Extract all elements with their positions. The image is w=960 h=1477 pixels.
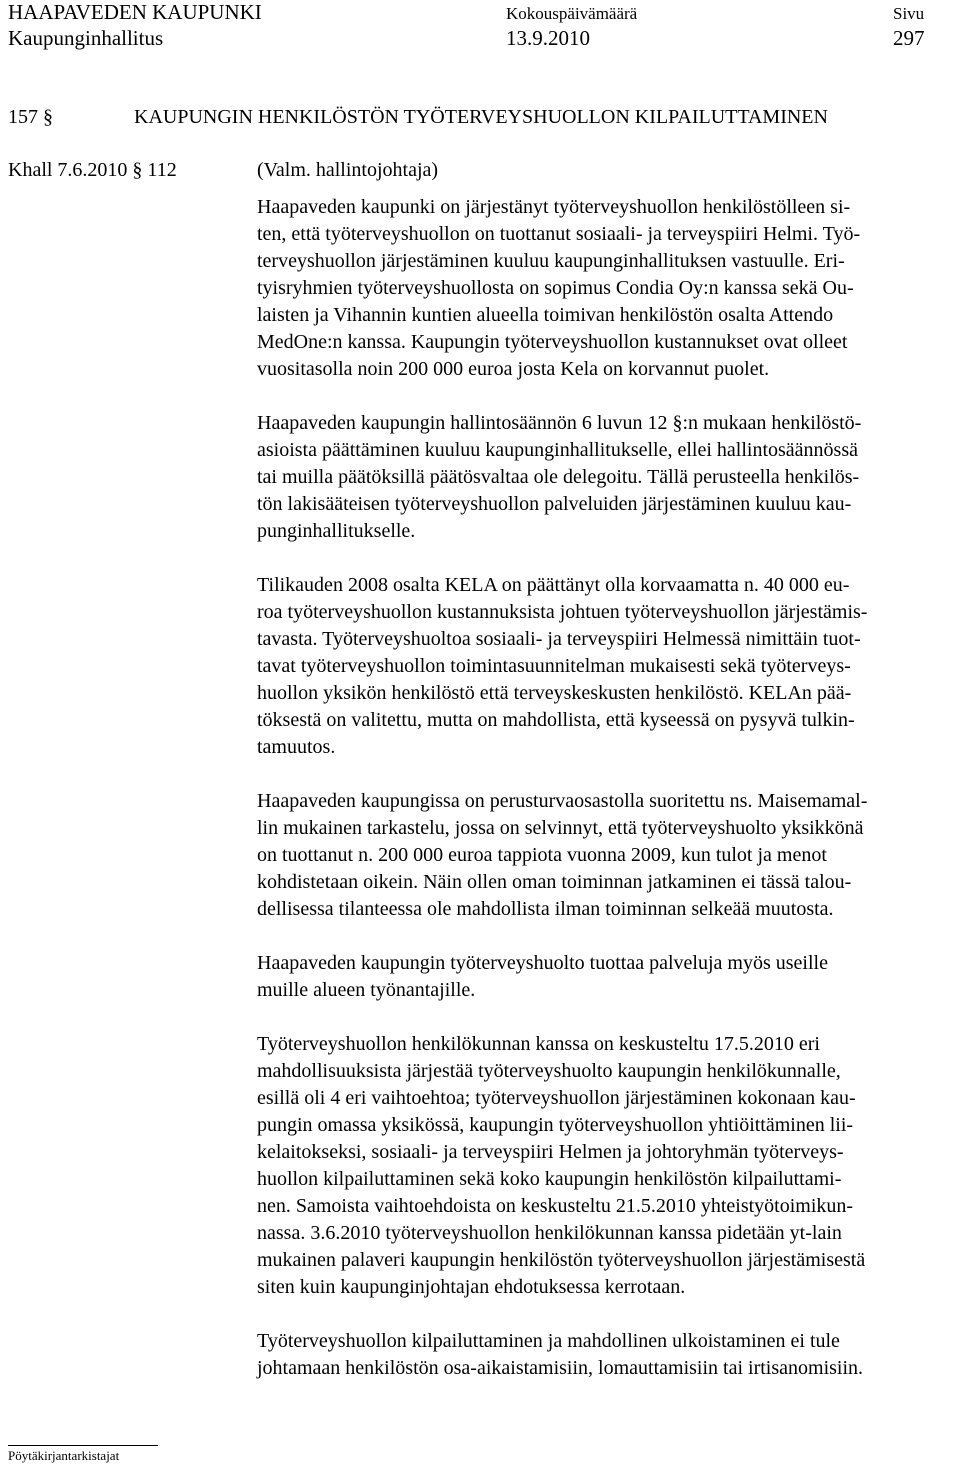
paragraph-line: ten, että työterveyshuollon on tuottanut sosiaali- ja terveyspiiri Helmi. Työ-	[257, 223, 861, 245]
previous-handling-ref: Khall 7.6.2010 § 112	[8, 159, 177, 181]
item-title: KAUPUNGIN HENKILÖSTÖN TYÖTERVEYSHUOLLON KILPAILUTTAMINEN	[134, 106, 828, 128]
paragraph-line: vuositasolla noin 200 000 euroa josta Kela on korvannut puolet.	[257, 358, 770, 380]
paragraph-line: siten kuin kaupunginjohtajan ehdotuksessa kerrotaan.	[257, 1276, 686, 1298]
paragraph-line: lin mukainen tarkastelu, jossa on selvinnyt, että työterveyshuolto yksikkönä	[257, 817, 864, 839]
paragraph-line: MedOne:n kanssa. Kaupungin työterveyshuollon kustannukset ovat olleet	[257, 331, 848, 353]
paragraph-line: pungin omassa yksikössä, kaupungin työterveyshuollon yhtiöittäminen lii-	[257, 1114, 854, 1136]
paragraph	[257, 572, 952, 761]
paragraph-line: tön lakisääteisen työterveyshuollon palveluiden järjestäminen kuuluu kau-	[257, 493, 852, 515]
paragraph-line: dellisessa tilanteessa ole mahdollista ilman toiminnan selkeää muutosta.	[257, 898, 834, 920]
paragraph-line: punginhallitukselle.	[257, 520, 416, 542]
paragraph	[257, 1328, 952, 1382]
paragraph-line: johtamaan henkilöstön osa-aikaistamisiin, lomauttamisiin tai irtisanomisiin.	[257, 1357, 864, 1379]
page-number: 297	[893, 26, 925, 50]
paragraph-line: Työterveyshuollon henkilökunnan kanssa on keskusteltu 17.5.2010 eri	[257, 1033, 820, 1055]
paragraph	[257, 410, 952, 545]
paragraph-line: asioista päättäminen kuuluu kaupunginhallitukselle, ellei hallintosäännössä	[257, 439, 858, 461]
paragraph-line: esillä oli 4 eri vaihtoehtoa; työterveyshuollon järjestäminen kokonaan kau-	[257, 1087, 856, 1109]
paragraph-line: Haapaveden kaupunki on järjestänyt työterveyshuollon henkilöstölleen si-	[257, 196, 851, 218]
paragraph-line: on tuottanut n. 200 000 euroa tappiota vuonna 2009, kun tulot ja menot	[257, 844, 827, 866]
paragraph-line: töksestä on valitettu, mutta on mahdollista, että kyseessä on pysyvä tulkin-	[257, 709, 855, 731]
date-label: Kokouspäivämäärä	[506, 4, 638, 23]
paragraph	[257, 950, 952, 1004]
paragraph	[257, 1031, 952, 1301]
paragraph-line: muille alueen työnantajille.	[257, 979, 476, 1001]
paragraph-line: laisten ja Vihannin kuntien alueella toimivan henkilöstön osalta Attendo	[257, 304, 834, 326]
paragraph-line: mahdollisuuksista järjestää työterveyshuolto kaupungin henkilökunnalle,	[257, 1060, 841, 1082]
footer-label: Pöytäkirjantarkistajat	[8, 1448, 120, 1463]
paragraph-line: terveyshuollon järjestäminen kuuluu kaupunginhallituksen vastuulle. Eri-	[257, 250, 845, 272]
paragraph-line: kelaitokseksi, sosiaali- ja terveyspiiri Helmen ja johtoryhmän työterveys-	[257, 1141, 844, 1163]
body-text	[257, 194, 952, 1409]
paragraph	[257, 194, 952, 383]
paragraph-line: tai muilla päätöksillä päätösvaltaa ole delegoitu. Tällä perusteella henkilös-	[257, 466, 860, 488]
meeting-date: 13.9.2010	[506, 26, 590, 50]
footer-rule	[8, 1445, 158, 1446]
paragraph-line: Tilikauden 2008 osalta KELA on päättänyt olla korvaamatta n. 40 000 eu-	[257, 574, 850, 596]
org-name: HAAPAVEDEN KAUPUNKI	[8, 0, 262, 24]
paragraph-line: tamuutos.	[257, 736, 336, 758]
paragraph-line: kohdistetaan oikein. Näin ollen oman toiminnan jatkaminen ei tässä talou-	[257, 871, 852, 893]
paragraph-line: mukainen palaveri kaupungin henkilöstön työterveyshuollon järjestämisestä	[257, 1249, 866, 1271]
paragraph-line: Työterveyshuollon kilpailuttaminen ja mahdollinen ulkoistaminen ei tule	[257, 1330, 840, 1352]
paragraph-line: tavasta. Työterveyshuoltoa sosiaali- ja terveyspiiri Helmessä nimittäin tuot-	[257, 628, 861, 650]
paragraph-line: Haapaveden kaupungissa on perusturvaosastolla suoritettu ns. Maisemamal-	[257, 790, 868, 812]
paragraph-line: huollon kilpailuttaminen sekä koko kaupungin henkilöstön kilpailuttami-	[257, 1168, 842, 1190]
body-name: Kaupunginhallitus	[8, 26, 164, 50]
paragraph-line: roa työterveyshuollon kustannuksista johtuen työterveyshuollon järjestämis-	[257, 601, 868, 623]
paragraph-line: tavat työterveyshuollon toimintasuunnitelman mukaisesti sekä työterveys-	[257, 655, 851, 677]
paragraph-line: huollon yksikön henkilöstö että terveyskeskusten henkilöstö. KELAn pää-	[257, 682, 852, 704]
paragraph-line: nen. Samoista vaihtoehdoista on keskusteltu 21.5.2010 yhteistyötoimikun-	[257, 1195, 854, 1217]
paragraph-line: nassa. 3.6.2010 työterveyshuollon henkilökunnan kanssa pidetään yt-lain	[257, 1222, 842, 1244]
paragraph	[257, 788, 952, 923]
paragraph-line: Haapaveden kaupungin työterveyshuolto tuottaa palveluja myös useille	[257, 952, 828, 974]
paragraph-line: tyisryhmien työterveyshuollosta on sopimus Condia Oy:n kanssa sekä Ou-	[257, 277, 854, 299]
item-number: 157 §	[8, 106, 53, 128]
paragraph-line: Haapaveden kaupungin hallintosäännön 6 luvun 12 §:n mukaan henkilöstö-	[257, 412, 862, 434]
page-label: Sivu	[893, 4, 925, 23]
presenter: (Valm. hallintojohtaja)	[257, 159, 439, 181]
